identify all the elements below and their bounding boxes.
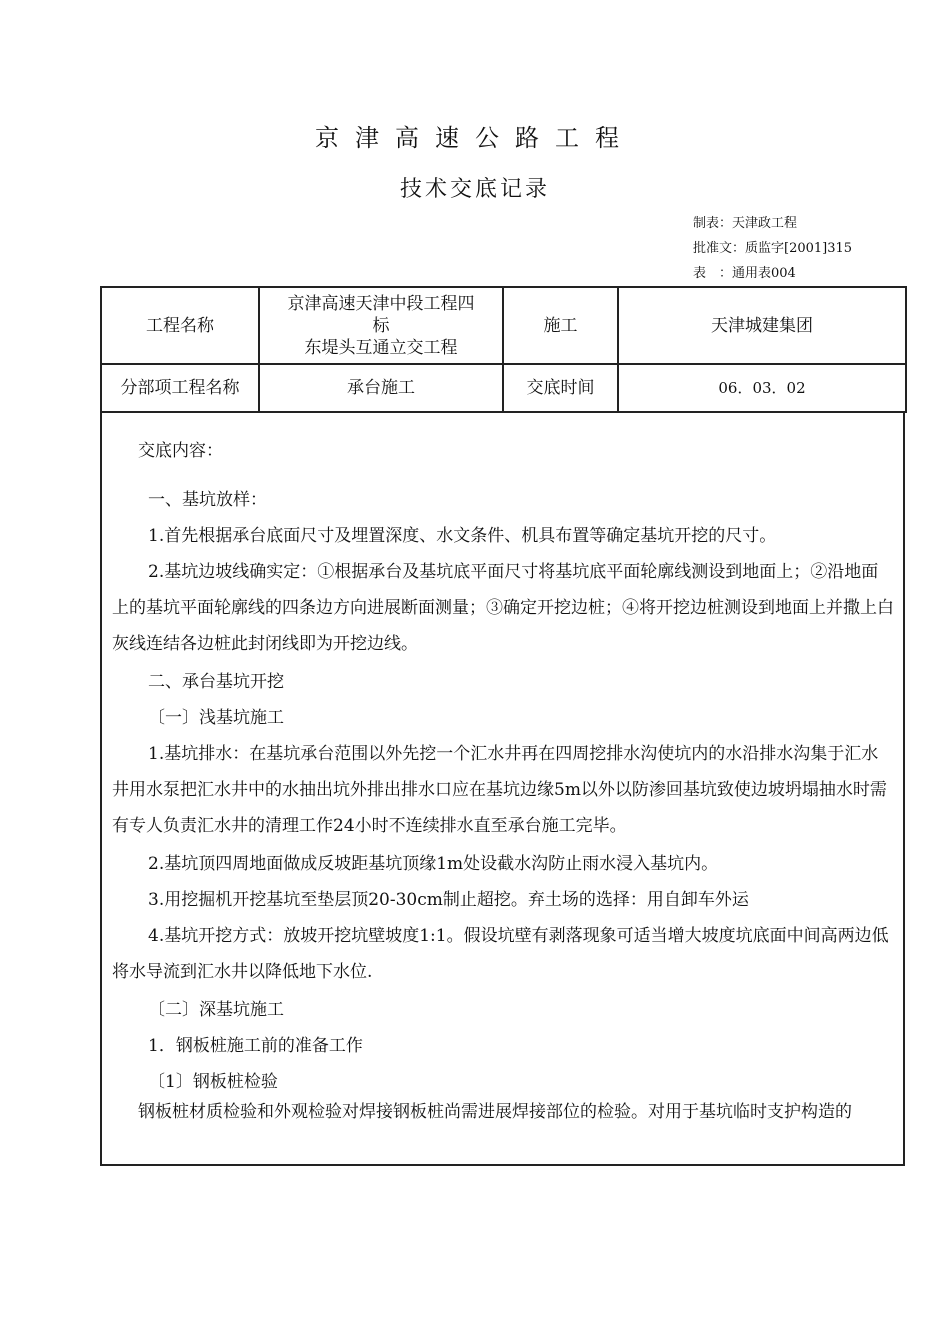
subsection-title: 〔一〕浅基坑施工 (148, 708, 284, 728)
subproject-value: 承台施工 (259, 364, 503, 412)
content-box (100, 411, 905, 1166)
section-title: 一、基坑放样： (148, 490, 267, 510)
paragraph: 1.首先根据承台底面尺寸及埋置深度、水文条件、机具布置等确定基坑开挖的尺寸。 (148, 526, 777, 546)
subproject-label: 分部项工程名称 (101, 364, 259, 412)
paragraph: 2.基坑顶四周地面做成反坡距基坑顶缘1m处设截水沟防止雨水浸入基坑内。 (148, 854, 719, 874)
project-name-label: 工程名称 (101, 287, 259, 364)
date-label: 交底时间 (503, 364, 618, 412)
table-row (101, 364, 906, 412)
header-table (100, 286, 907, 413)
project-name-line: 东堤头互通立交工程 (304, 337, 458, 358)
project-name-line: 京津高速天津中段工程四 (287, 293, 475, 314)
paragraph: 2.基坑边坡线确实定：①根据承台及基坑底平面尺寸将基坑底平面轮廓线测设到地面上；②沿地面上的基坑平面轮廓线的四条边方向进展断面测量；③确定开挖边桩；④将开挖边桩测设到地面上并撒上白灰线连结各边桩此封闭线即为开挖边线。 (112, 562, 894, 654)
paragraph: 1．钢板桩施工前的准备工作 (148, 1036, 363, 1056)
paragraph: 〔1〕钢板桩检验 (148, 1072, 278, 1092)
paragraph: 1.基坑排水：在基坑承台范围以外先挖一个汇水井再在四周挖排水沟使坑内的水沿排水沟集于汇水井用水泵把汇水井中的水抽出坑外排出排水口应在基坑边缘5m以外以防渗回基坑致使边坡坍塌抽水时需有专人负责汇水井的清理工作24小时不连续排水直至承台施工完毕。 (112, 744, 887, 836)
form-number: 表 ：通用表004 (693, 266, 796, 281)
document-title: 京津高速公路工程 (315, 124, 635, 152)
date-value: 06．03．02 (618, 364, 906, 412)
paragraph: 钢板桩材质检验和外观检验对焊接钢板桩尚需进展焊接部位的检验。对用于基坑临时支护构造的 (138, 1102, 852, 1122)
table-row (101, 287, 906, 364)
paragraph: 3.用挖掘机开挖基坑至垫层顶20-30cm制止超挖。弃土场的选择：用自卸车外运 (148, 890, 749, 910)
approval-number: 批准文：质监字[2001]315 (693, 241, 853, 256)
subsection-title: 〔二〕深基坑施工 (148, 1000, 284, 1020)
project-name-value (259, 287, 503, 364)
section-title: 二、承台基坑开挖 (148, 672, 284, 692)
document-subtitle: 技术交底记录 (399, 177, 550, 202)
paragraph: 4.基坑开挖方式：放坡开挖坑壁坡度1:1。假设坑壁有剥落现象可适当增大坡度坑底面中间高两边低将水导流到汇水井以降低地下水位. (112, 926, 889, 982)
content-heading: 交底内容： (138, 441, 223, 461)
construction-label: 施工 (503, 287, 618, 364)
construction-value: 天津城建集团 (618, 287, 906, 364)
form-maker: 制表：天津政工程 (693, 216, 798, 231)
project-name-line: 标 (372, 315, 390, 336)
